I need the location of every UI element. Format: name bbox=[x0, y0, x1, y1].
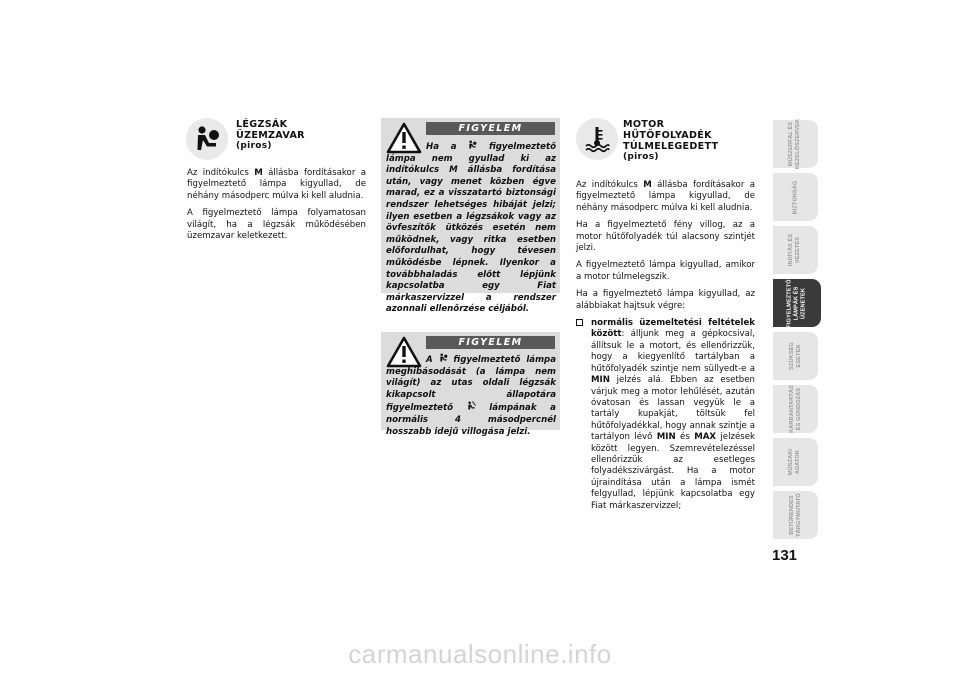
paragraph: Ha a figyelmeztető fény villog, az a motor hűtőfolyadék túl alacsony szintjét jelzi. bbox=[576, 220, 755, 254]
tab-label: MŰSZERFAL ÉS KEZELŐSZERVEK bbox=[788, 118, 802, 170]
coolant-icon-circle bbox=[576, 118, 618, 160]
tab-maintenance[interactable] bbox=[773, 385, 818, 433]
tab-emergency[interactable] bbox=[773, 332, 818, 380]
paragraph: Az indítókulcs M állásba fordításakor a figyelmeztető lámpa kigyullad, de néhány másodperc múlva ki kell aludnia. bbox=[187, 168, 366, 201]
airbag-person-icon bbox=[192, 124, 222, 154]
airbag-warning-icon bbox=[468, 140, 477, 149]
warning-box bbox=[381, 332, 560, 437]
page-number: 131 bbox=[772, 547, 798, 564]
paragraph: Az indítókulcs M állásba fordításakor a figyelmeztető lámpa kigyullad, de néhány másodperc múlva ki kell aludnia. bbox=[576, 180, 755, 213]
airbag-icon-circle bbox=[186, 118, 228, 160]
heading-subtitle: (piros) bbox=[236, 141, 272, 151]
warning-text-content: A figyelmeztető lámpa meghibásodását (a lámpa nem világít) az utas oldali légzsák kikapcsolt állapotára figyelmeztető lámpának a normális 4 másodpercnél hosszabb idejű villogása jelzi. bbox=[386, 355, 556, 437]
paragraph: Ha a figyelmeztető lámpa kigyullad, az alábbiakat hajtsuk végre: bbox=[576, 289, 755, 311]
tab-label: KARBANTARTÁS ÉS GONDOZÁS bbox=[788, 385, 802, 433]
heading-line: HŰTŐFOLYADÉK bbox=[623, 130, 712, 141]
airbag-text bbox=[187, 168, 366, 248]
airbag-warning-icon bbox=[439, 353, 448, 362]
warning-banner: FIGYELEM bbox=[426, 336, 555, 349]
tab-index[interactable] bbox=[773, 491, 818, 539]
warning-banner: FIGYELEM bbox=[426, 122, 555, 135]
tab-dashboard[interactable] bbox=[773, 120, 818, 168]
paragraph: A figyelmeztető lámpa kigyullad, amikor a motor túlmelegszik. bbox=[576, 260, 755, 282]
checkbox-bullet-icon bbox=[576, 319, 583, 326]
heading-line: MOTOR bbox=[623, 119, 665, 130]
tab-label: MŰSZAKI ADATOK bbox=[788, 448, 802, 476]
heading-line: TÚLMELEGEDETT bbox=[623, 141, 719, 152]
coolant-heading bbox=[623, 119, 718, 163]
airbag-heading bbox=[236, 119, 305, 152]
watermark: carmanualsonline.info bbox=[348, 639, 612, 669]
tab-technical-data[interactable] bbox=[773, 438, 818, 486]
tab-warning-lights[interactable] bbox=[773, 279, 821, 327]
passenger-airbag-off-icon bbox=[467, 401, 476, 410]
warning-text-content: Ha a figyelmeztető lámpa nem gyullad ki az indítókulcs M állásba fordítása után, vagy menet közben égve marad, ez a visszatartó biztonsági rendszer lehetséges hibáját jelzi; ilyen esetben a légzsákok vagy az övfeszítők ütközés esetén nem működnek, vagy ritka esetben előfordulhat, hogy tévesen működésbe lépnek. Ilyenkor a továbbhaladás előtt lépjünk kapcsolatba egy Fiat márkaszervizzel a rendszer azonnali ellenőrzése céljából. bbox=[386, 142, 556, 315]
tab-label: SZÜKSÉG ESETÉN bbox=[788, 342, 802, 370]
tab-label: BETŰRENDES TÁRGYMUTATÓ bbox=[788, 493, 802, 537]
heading-line: ÜZEMZAVAR bbox=[236, 130, 305, 141]
paragraph: A figyelmeztető lámpa folyamatosan világít, ha a légzsák működésében üzemzavar keletkezett. bbox=[187, 208, 366, 242]
coolant-text bbox=[576, 180, 755, 512]
tab-safety[interactable] bbox=[773, 173, 818, 221]
tab-label: INDÍTÁS ÉS VEZETÉS bbox=[788, 233, 802, 267]
tab-starting-driving[interactable] bbox=[773, 226, 818, 274]
tab-label: FIGYELMEZTETŐ LÁMPÁK ÉS ÜZENETEK bbox=[786, 278, 807, 328]
warning-box bbox=[381, 118, 560, 315]
list-item: normális üzemeltetési feltételek között: álljunk meg a gépkocsival, állítsuk le a motort, és ellenőrizzük, hogy a kiegyenlítő tartályban a hűtőfolyadék szintje nem süllyedt-e a MIN jelzés alá. Ebben az esetben várjuk meg a motor lehűlését, azután óvatosan és lassan vegyük le a tartály kupakját, töltsük fel hűtőfolyadékkal, hogy annak szintje a tartályon lévő MIN és MAX jelzések között legyen. Szemrevételezéssel ellenőrizzük az esetleges folyadékszivárgást. Ha a motor újraindítása után a lámpa ismét felgyullad, lépjünk kapcsolatba egy Fiat márkaszervizzel; bbox=[576, 318, 755, 512]
tab-label: BIZTONSÁG bbox=[792, 180, 798, 214]
warning-text bbox=[386, 353, 556, 438]
heading-subtitle: (piros) bbox=[623, 152, 659, 162]
warning-text bbox=[386, 140, 556, 316]
coolant-temperature-icon bbox=[582, 124, 612, 154]
heading-line: LÉGZSÁK bbox=[236, 119, 288, 130]
